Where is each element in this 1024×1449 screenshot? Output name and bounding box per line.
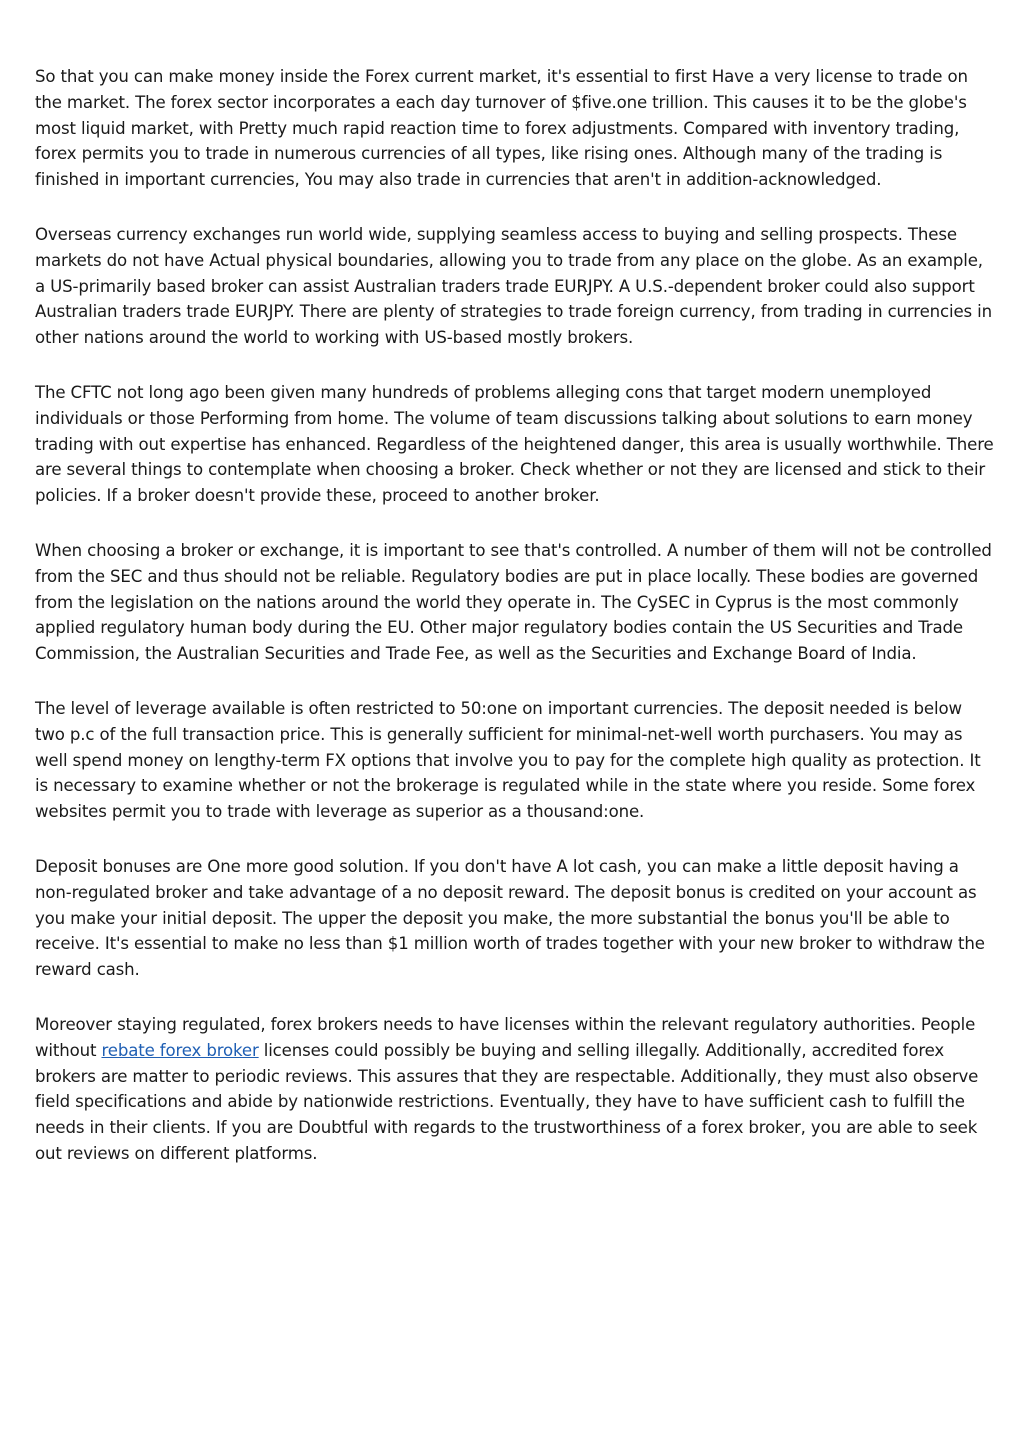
rebate-forex-broker-link[interactable]: rebate forex broker	[101, 1040, 259, 1060]
paragraph-2: Overseas currency exchanges run world wide, supplying seamless access to buying and selling prospects. These markets do not have Actual physical boundaries, allowing you to trade from any place on the globe. As an example, a US-primarily based broker can assist Australian traders trade EURJPY. A U.S.-dependent broker could also support Australian traders trade EURJPY. There are plenty of strategies to trade foreign currency, from trading in currencies in other nations around the world to working with US-based mostly brokers.	[35, 224, 992, 348]
paragraph-5: The level of leverage available is often restricted to 50:one on important currencies. The deposit needed is below two p.c of the full transaction price. This is generally sufficient for minimal-net-well worth purchasers. You may as well spend money on lengthy-term FX options that involve you to pay for the complete high quality as protection. It is necessary to examine whether or not the brokerage is regulated while in the state where you reside. Some forex websites permit you to trade with leverage as superior as a thousand:one.	[35, 698, 981, 822]
paragraph-3: The CFTC not long ago been given many hundreds of problems alleging cons that target modern unemployed individuals or those Performing from home. The volume of team discussions talking about solutions to earn money trading with out expertise has enhanced. Regardless of the heightened danger, this area is usually worthwhile. There are several things to contemplate when choosing a broker. Check whether or not they are licensed and stick to their policies. If a broker doesn't provide these, proceed to another broker.	[35, 382, 994, 506]
document-body	[35, 64, 995, 1196]
paragraph-7	[35, 1012, 995, 1167]
paragraph-6: Deposit bonuses are One more good solution. If you don't have A lot cash, you can make a little deposit having a non-regulated broker and take advantage of a no deposit reward. The deposit bonus is credited on your account as you make your initial deposit. The upper the deposit you make, the more substantial the bonus you'll be able to receive. It's essential to make no less than $1 million worth of trades together with your new broker to withdraw the reward cash.	[35, 856, 985, 980]
paragraph-7-before-link: Moreover staying regulated, forex brokers needs to have licenses within the relevant regulatory authorities. People without	[35, 1014, 976, 1060]
paragraph-1: So that you can make money inside the Forex current market, it's essential to first Have a very license to trade on the market. The forex sector incorporates a each day turnover of $five.one trillion. This causes it to be the globe's most liquid market, with Pretty much rapid reaction time to forex adjustments. Compared with inventory trading, forex permits you to trade in numerous currencies of all types, like rising ones. Although many of the trading is finished in important currencies, You may also trade in currencies that aren't in addition-acknowledged.	[35, 67, 968, 190]
paragraph-7-after-link: licenses could possibly be buying and selling illegally. Additionally, accredited forex brokers are matter to periodic reviews. This assures that they are respectable. Additionally, they must also observe field specifications and abide by nationwide restrictions. Eventually, they have to have sufficient cash to fulfill the needs in their clients. If you are Doubtful with regards to the trustworthiness of a forex broker, you are able to seek out reviews on different platforms.	[35, 1040, 979, 1163]
paragraph-4: When choosing a broker or exchange, it is important to see that's controlled. A number of them will not be controlled from the SEC and thus should not be reliable. Regulatory bodies are put in place locally. These bodies are governed from the legislation on the nations around the world they operate in. The CySEC in Cyprus is the most commonly applied regulatory human body during the EU. Other major regulatory bodies contain the US Securities and Trade Commission, the Australian Securities and Trade Fee, as well as the Securities and Exchange Board of India.	[35, 540, 992, 664]
